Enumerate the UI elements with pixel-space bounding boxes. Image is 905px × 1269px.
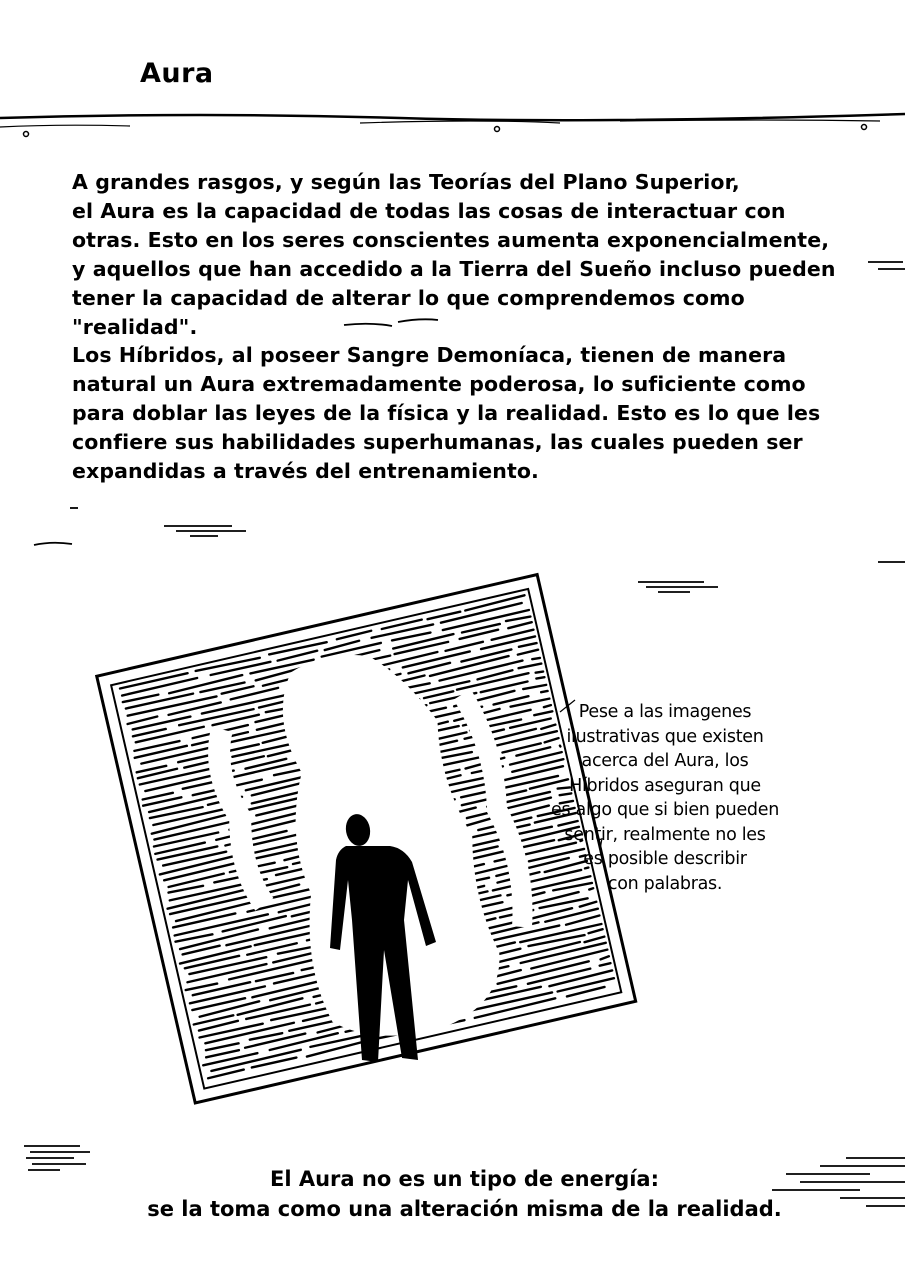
page-title: Aura xyxy=(140,58,214,89)
intro-paragraph: A grandes rasgos, y según las Teorías del Plano Superior, el Aura es la capacidad de todas las cosas de interactuar con otras. Esto en los seres conscientes aumenta exponencialmente, y aquellos que han accedido a la Tierra del Sueño incluso pueden tener la capacidad de alterar lo que comprendemos como "realidad". xyxy=(72,170,836,339)
caption-line-1: El Aura no es un tipo de energía: xyxy=(269,1167,660,1191)
caption-line-2: se la toma como una alteración misma de la realidad. xyxy=(147,1197,782,1221)
side-note: Pese a las imagenes ilustrativas que existen acerca del Aura, los Híbridos aseguran que es algo que si bien pueden sentir, realmente no les es posible describir con palabras. xyxy=(550,702,779,894)
hatch-line xyxy=(536,671,544,673)
hybrids-paragraph: Los Híbridos, al poseer Sangre Demoníaca, tienen de manera natural un Aura extremadamente poderosa, lo suficiente como para doblar las leyes de la física y la realidad. Esto es lo que les confiere sus habilidades superhumanas, las cuales pueden ser expandidas a través del entrenamiento. xyxy=(72,343,821,483)
header-rule xyxy=(0,114,905,120)
hatch-line xyxy=(541,691,547,693)
